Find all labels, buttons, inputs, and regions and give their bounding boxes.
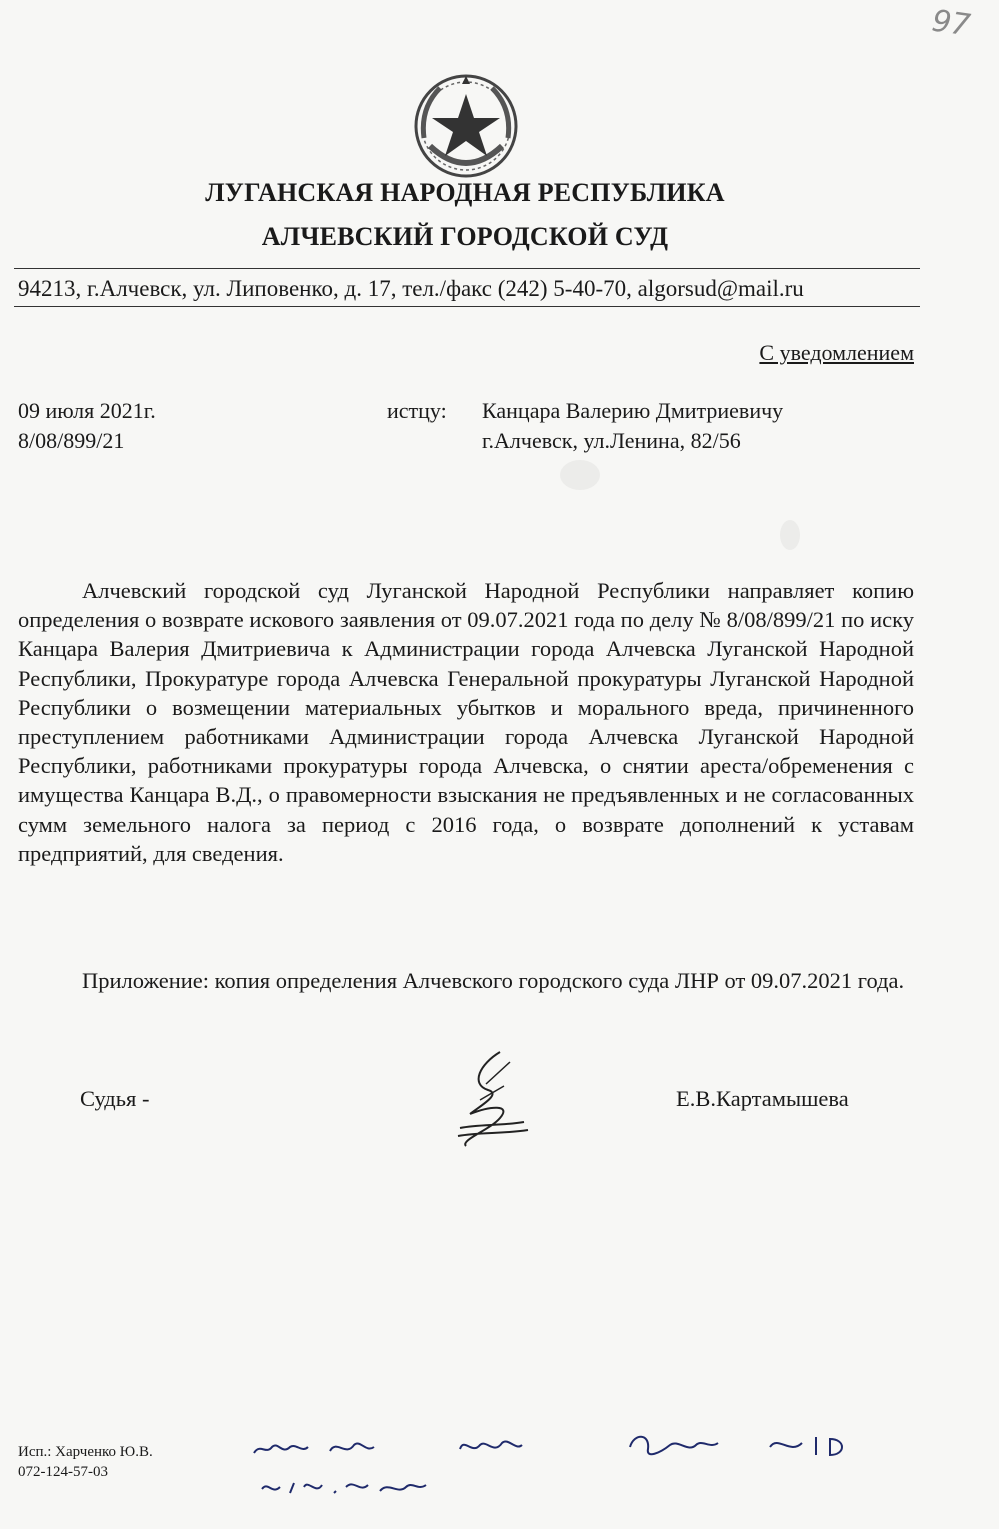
coat-of-arms-emblem <box>410 68 522 180</box>
judge-name: Е.В.Картамышева <box>676 1086 849 1111</box>
scan-artifact <box>560 460 600 490</box>
scan-artifact <box>780 520 800 550</box>
executor-phone: 072-124-57-03 <box>18 1464 108 1480</box>
header-divider-bottom <box>14 306 920 307</box>
delivery-notice: С уведомлением <box>759 340 914 365</box>
appendix-text: Приложение: копия определения Алчевского городского суда ЛНР от 09.07.2021 года. <box>82 968 905 993</box>
court-address: 94213, г.Алчевск, ул. Липовенко, д. 17, тел./факс (242) 5-40-70, algorsud@mail.ru <box>18 276 804 301</box>
page-number: 97 <box>929 3 973 44</box>
case-number: 8/08/899/21 <box>18 428 125 453</box>
letter-body: Алчевский городской суд Луганской Народной Республики направляет копию определения о возврате искового заявления от 09.07.2021 года по делу № 8/08/899/21 по иску Канцара Валерия Дмитриевича к Администрации города Алчевска Луганской Народной Республики, Прокуратуре города Алчевска Генеральной прокуратуры Луганской Народной Республики о возмещении материальных убытков и морального вреда, причиненного преступлением работниками Администрации города Алчевска Луганской Народной Республики, работниками прокуратуры города Алчевска, о снятии ареста/обременения с имущества Канцара В.Д., о правомерности взыскания не предъявленных и не согласованных сумм земельного налога за период с 2016 года, о возврате дополнений к уставам предприятий, для сведения. <box>18 578 914 866</box>
judge-label: Судья - <box>80 1086 150 1111</box>
org-title-republic: ЛУГАНСКАЯ НАРОДНАЯ РЕСПУБЛИКА <box>205 178 725 207</box>
judge-signature <box>440 1044 550 1154</box>
header-divider-top <box>14 268 920 269</box>
recipient-address: г.Алчевск, ул.Ленина, 82/56 <box>482 428 741 453</box>
executor-name: Исп.: Харченко Ю.В. <box>18 1444 153 1460</box>
handwritten-receipt-note <box>250 1425 870 1515</box>
org-title-court: АЛЧЕВСКИЙ ГОРОДСКОЙ СУД <box>261 222 669 251</box>
recipient-name: Канцара Валерию Дмитриевичу <box>482 398 784 423</box>
letter-date: 09 июля 2021г. <box>18 398 156 423</box>
recipient-label: истцу: <box>387 398 447 423</box>
